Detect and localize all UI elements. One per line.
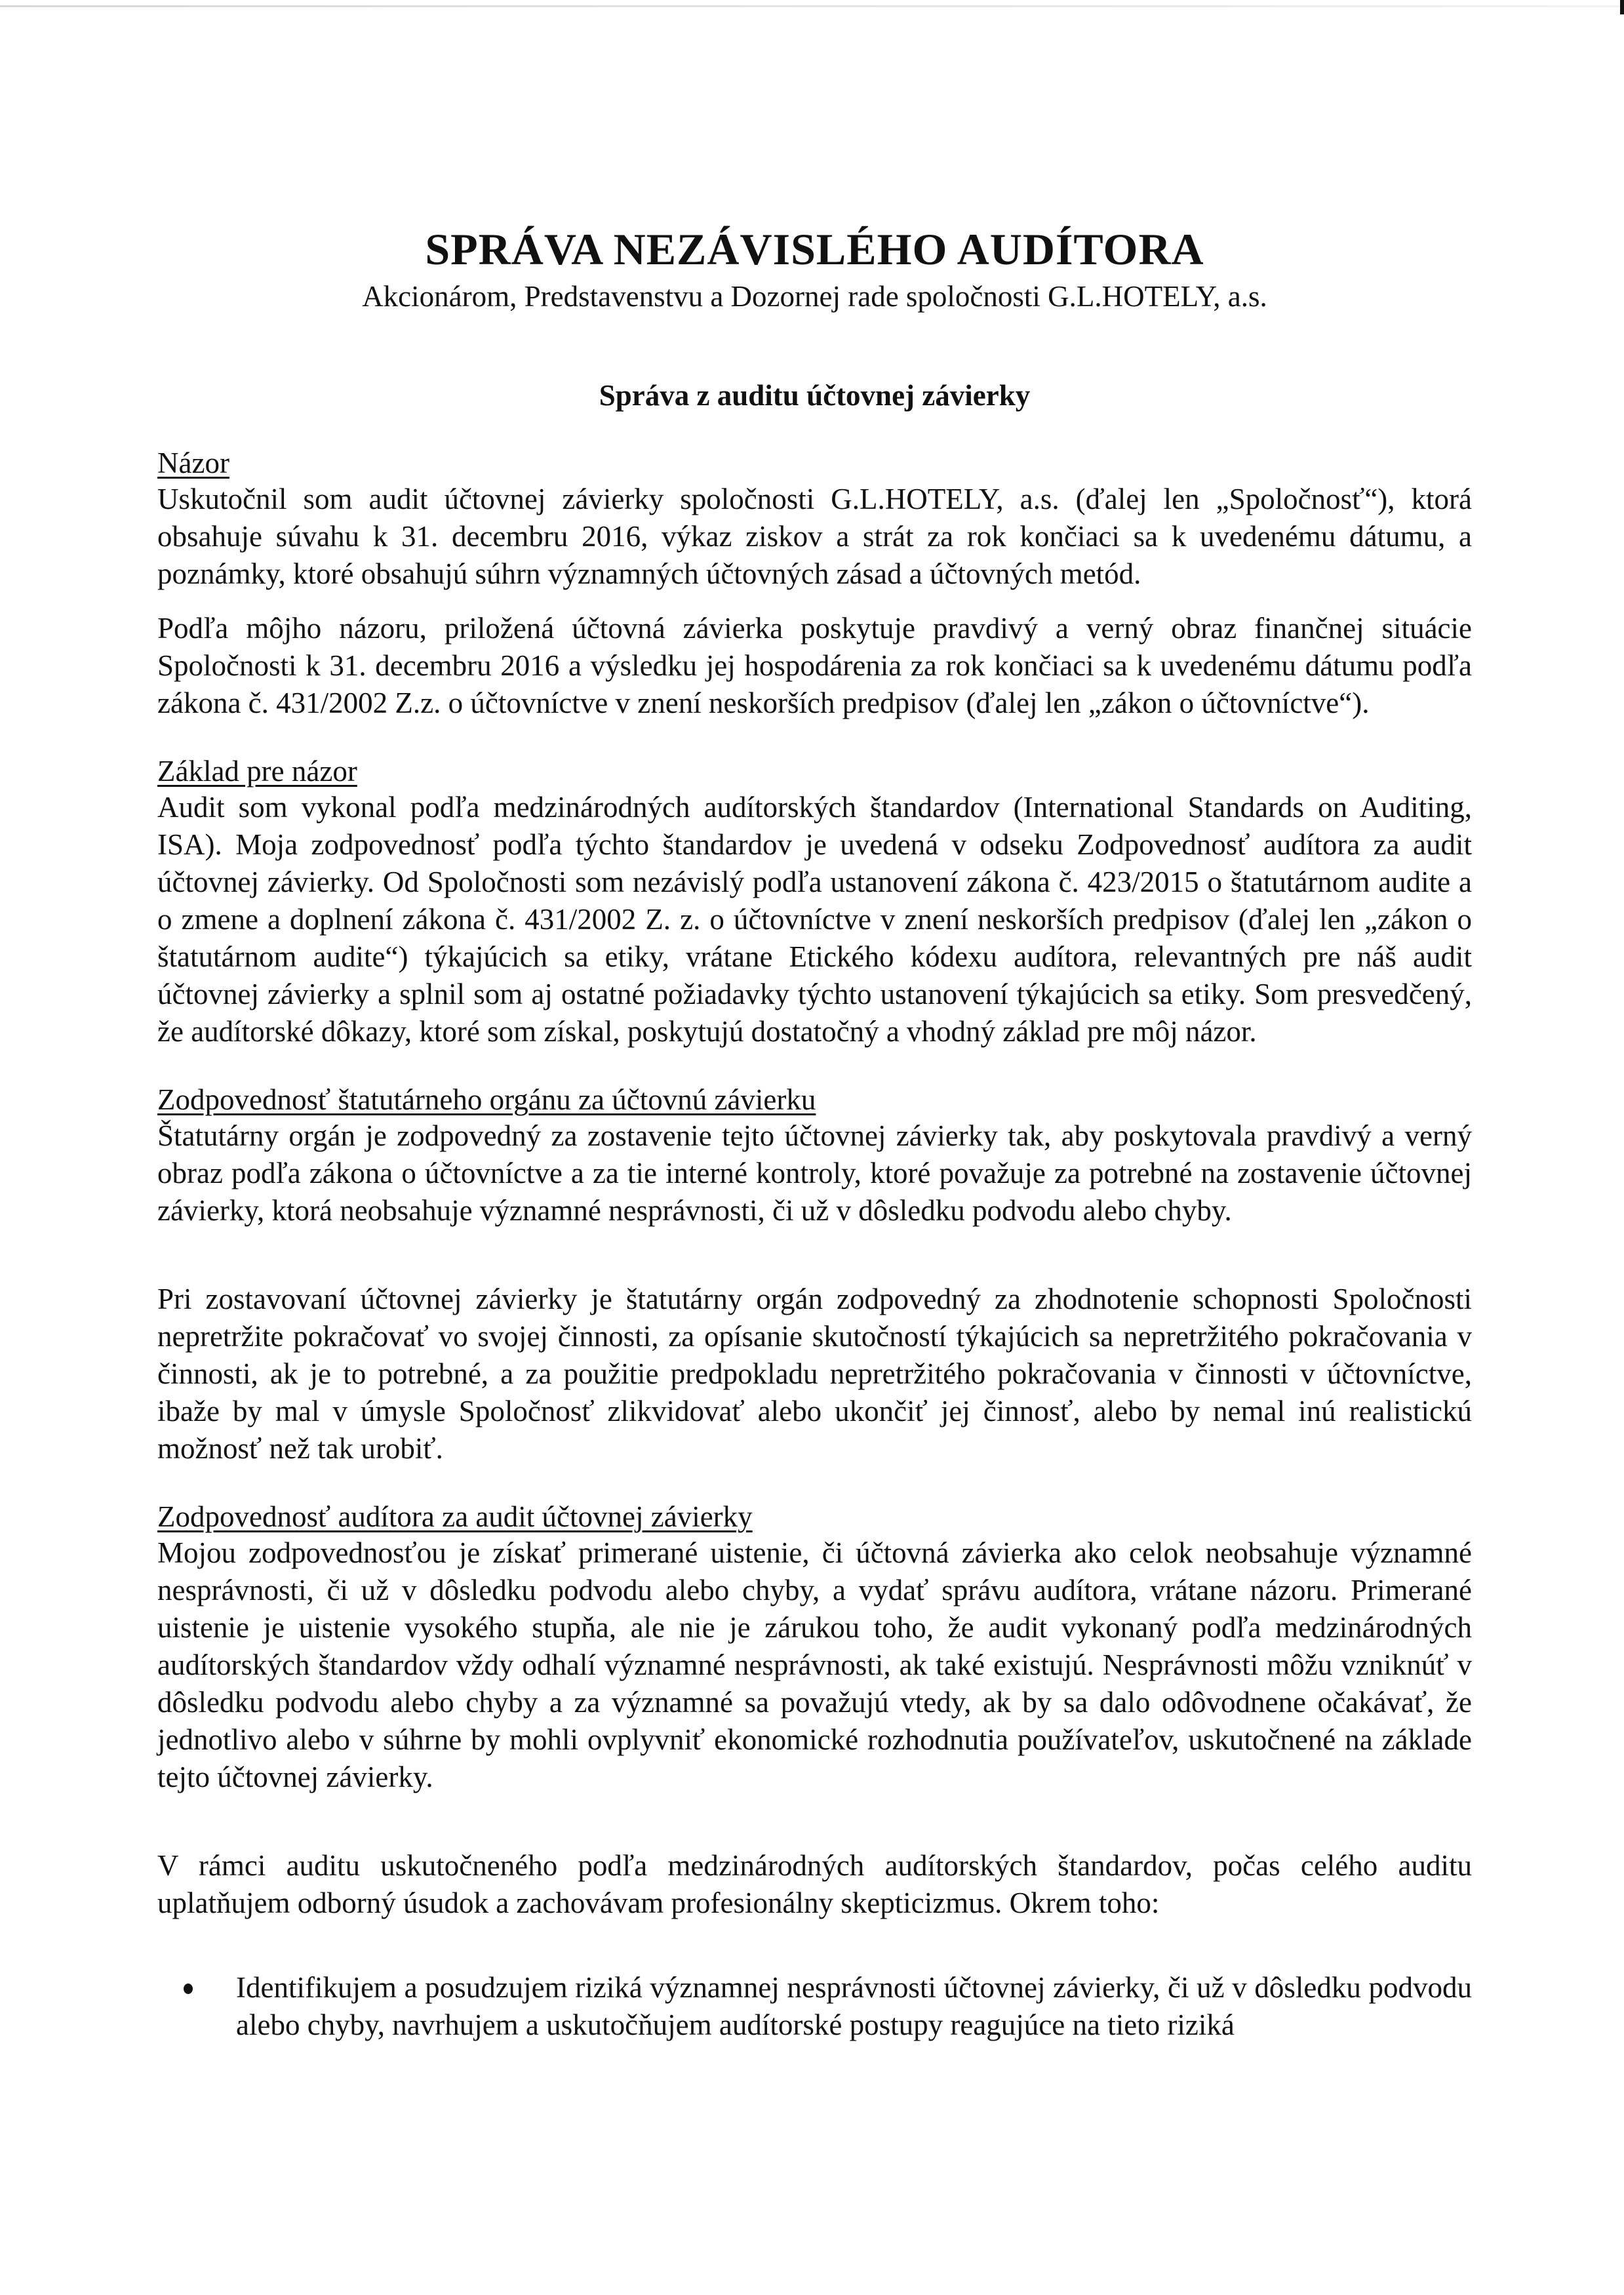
document-title: SPRÁVA NEZÁVISLÉHO AUDÍTORA xyxy=(425,224,1204,274)
paragraph: Mojou zodpovednosťou je získať primerané uistenie, či účtovná závierka ako celok neobsahuje významné nesprávnosti, či už v dôsledku podvodu alebo chyby, a vydať správu audítora, vrátane názoru. Primerané uistenie je uistenie vysokého stupňa, ale nie je zárukou toho, že audit vykonaný podľa medzinárodných audítorských štandardov vždy odhalí významné nesprávnosti, ak také existujú. Nesprávnosti môžu vzniknúť v dôsledku podvodu alebo chyby a za významné sa považujú vtedy, ak by sa dalo odôvodnene očakávať, že jednotlivo alebo v súhrne by mohli ovplyvniť ekonomické rozhodnutia používateľov, uskutočnené na základe tejto účtovnej závierky. xyxy=(157,1536,1472,1793)
addressee-line: Akcionárom, Predstavenstvu a Dozornej rade spoločnosti G.L.HOTELY, a.s. xyxy=(362,280,1267,313)
bullet-text: Identifikujem a posudzujem riziká významnej nesprávnosti účtovnej závierky, či už v dôsledku podvodu alebo chyby, navrhujem a uskutočňujem audítorské postupy reagujúce na tieto riziká xyxy=(236,1971,1472,2041)
section-heading-opinion: Názor xyxy=(157,447,229,479)
report-heading: Správa z auditu účtovnej závierky xyxy=(599,379,1031,412)
scan-top-edge xyxy=(0,5,1624,7)
paragraph: Podľa môjho názoru, priložená účtovná závierka poskytuje pravdivý a verný obraz finančnej situácie Spoločnosti k 31. decembru 2016 a výsledku jej hospodárenia za rok končiaci sa k uvedenému dátumu podľa zákona č. 431/2002 Z.z. o účtovníctve v znení neskorších predpisov (ďalej len „zákon o účtovníctve“). xyxy=(157,612,1472,719)
bullet-icon xyxy=(184,1984,193,1994)
section-heading-basis: Základ pre názor xyxy=(157,755,357,788)
bullet-item xyxy=(157,1969,1472,2044)
document-page xyxy=(157,223,1472,2044)
section-auditor-responsibility xyxy=(157,1499,1472,2044)
paragraph: Pri zostavovaní účtovnej závierky je štatutárny orgán zodpovedný za zhodnotenie schopnosti Spoločnosti nepretržite pokračovať vo svojej činnosti, za opísanie skutočností týkajúcich sa nepretržitého pokračovania v činnosti, ak je to potrebné, a za použitie predpokladu nepretržitého pokračovania v činnosti v účtovníctve, ibaže by mal v úmysle Spoločnosť zlikvidovať alebo ukončiť jej činnosť, alebo by nemal inú realistickú možnosť než tak urobiť. xyxy=(157,1283,1472,1465)
section-opinion xyxy=(157,445,1472,722)
section-basis-for-opinion xyxy=(157,753,1472,1050)
paragraph: Uskutočnil som audit účtovnej závierky spoločnosti G.L.HOTELY, a.s. (ďalej len „Spoločnosť“), ktorá obsahuje súvahu k 31. decembru 2016, výkaz ziskov a strát za rok končiaci sa k uvedenému dátumu, a poznámky, ktoré obsahujú súhrn významných účtovných zásad a účtovných metód. xyxy=(157,483,1472,590)
section-heading-management-responsibility: Zodpovednosť štatutárneho orgánu za účtovnú závierku xyxy=(157,1083,816,1116)
paragraph: V rámci auditu uskutočneného podľa medzinárodných audítorských štandardov, počas celého auditu uplatňujem odborný úsudok a zachovávam profesionálny skepticizmus. Okrem toho: xyxy=(157,1849,1472,1919)
paragraph: Audit som vykonal podľa medzinárodných audítorských štandardov (International Standards on Auditing, ISA). Moja zodpovednosť podľa týchto štandardov je uvedená v odseku Zodpovednosť audítora za audit účtovnej závierky. Od Spoločnosti som nezávislý podľa ustanovení zákona č. 423/2015 o štatutárnom audite a o zmene a doplnení zákona č. 431/2002 Z. z. o účtovníctve v znení neskorších predpisov (ďalej len „zákon o štatutárnom audite“) týkajúcich sa etiky, vrátane Etického kódexu audítora, relevantných pre náš audit účtovnej závierky a splnil som aj ostatné požiadavky týchto ustanovení týkajúcich sa etiky. Som presvedčený, že audítorské dôkazy, ktoré som získal, poskytujú dostatočný a vhodný základ pre môj názor. xyxy=(157,791,1472,1048)
paragraph: Štatutárny orgán je zodpovedný za zostavenie tejto účtovnej závierky tak, aby poskytovala pravdivý a verný obraz podľa zákona o účtovníctve a za tie interné kontroly, ktoré považuje za potrebné na zostavenie účtovnej závierky, ktorá neobsahuje významné nesprávnosti, či už v dôsledku podvodu alebo chyby. xyxy=(157,1119,1472,1227)
bullet-list xyxy=(157,1969,1472,2044)
section-management-responsibility xyxy=(157,1082,1472,1467)
scan-corner-mark xyxy=(1620,0,1624,14)
section-heading-auditor-responsibility: Zodpovednosť audítora za audit účtovnej závierky xyxy=(157,1500,753,1533)
